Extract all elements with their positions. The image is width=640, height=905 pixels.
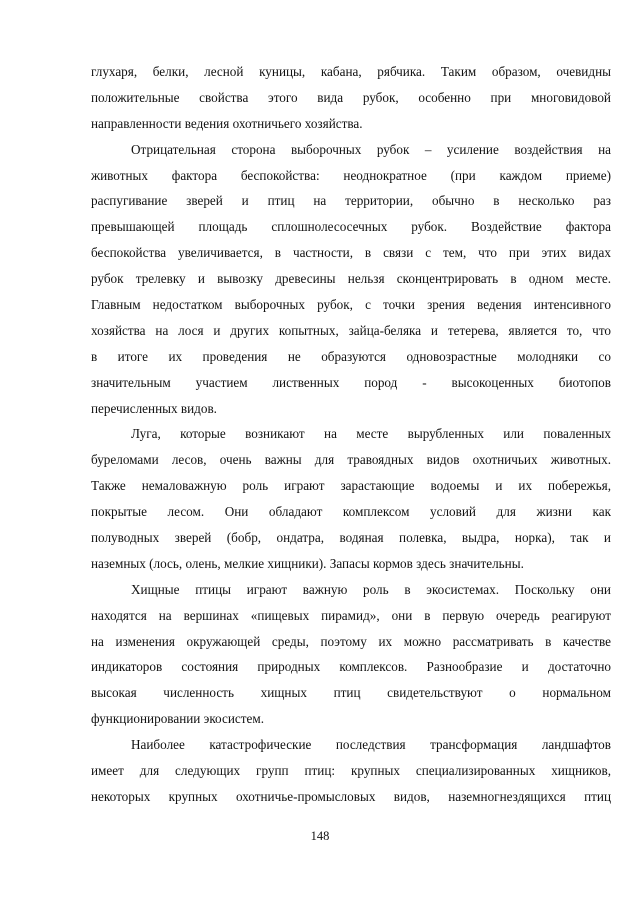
text-line: Луга, которые возникают на месте вырубленных или поваленных [131,426,611,442]
text-line: превышающей площадь сплошнолесосечных рубок. Воздействие фактора [91,219,611,235]
paragraph [91,59,611,137]
text-line: некоторых крупных охотничье-промысловых видов, наземногнездящихся птиц [91,788,611,804]
paragraph [91,137,611,422]
text-line: находятся на вершинах «пищевых пирамид», они в первую очередь реагируют [91,607,611,623]
text-line: Главным недостатком выборочных рубок, с точки зрения ведения интенсивного [91,297,611,313]
paragraph [91,421,611,576]
text-line: животных фактора беспокойства: неоднократное (при каждом приеме) [91,167,611,183]
text-line: беспокойства увеличивается, в частности, в связи с тем, что при этих видах [91,245,611,261]
text-line: Хищные птицы играют важную роль в экосистемах. Поскольку они [131,581,611,597]
text-line: полуводных зверей (бобр, ондатра, водяная полевка, выдра, норка), так и [91,530,611,546]
document-body [91,59,611,810]
page-number: 148 [310,829,330,843]
text-line: распугивание зверей и птиц на территории, обычно в несколько раз [91,193,611,209]
text-line: хозяйства на лося и других копытных, зайца-беляка и тетерева, является то, что [91,322,611,338]
text-line: в итоге их проведения не образуются одновозрастные молодняки со [91,348,611,364]
text-line: глухаря, белки, лесной куницы, кабана, рябчика. Таким образом, очевидны [91,64,611,79]
text-line: перечисленных видов. [91,400,217,416]
text-line: высокая численность хищных птиц свидетельствуют о нормальном [91,685,611,701]
text-line: индикаторов состояния природных комплексов. Разнообразие и достаточно [91,659,611,675]
text-line: рубок трелевку и вывозку древесины нельзя сконцентрировать в одном месте. [91,271,611,287]
paragraph [91,577,611,732]
text-line: Отрицательная сторона выборочных рубок – усиление воздействия на [131,141,611,157]
text-line: функционировании экосистем. [91,711,265,727]
text-line: покрытые лесом. Они обладают комплексом условий для жизни как [91,504,611,520]
text-line: имеет для следующих групп птиц: крупных специализированных хищников, [91,763,611,779]
paragraph [91,732,611,810]
text-line: на изменения окружающей среды, поэтому их можно рассматривать в качестве [91,633,611,649]
text-line: Наиболее катастрофические последствия трансформация ландшафтов [131,737,611,753]
text-line: наземных (лось, олень, мелкие хищники). Запасы кормов здесь значительны. [91,555,524,571]
text-line: буреломами лесов, очень важны для травоядных видов охотничьих животных. [91,452,611,468]
text-line: положительные свойства этого вида рубок, особенно при многовидовой [91,89,611,105]
text-line: направленности ведения охотничьего хозяйства. [91,115,363,131]
text-line: значительным участием лиственных пород - высокоценных биотопов [91,374,611,390]
text-line: Также немаловажную роль играют зарастающие водоемы и их побережья, [91,478,611,494]
